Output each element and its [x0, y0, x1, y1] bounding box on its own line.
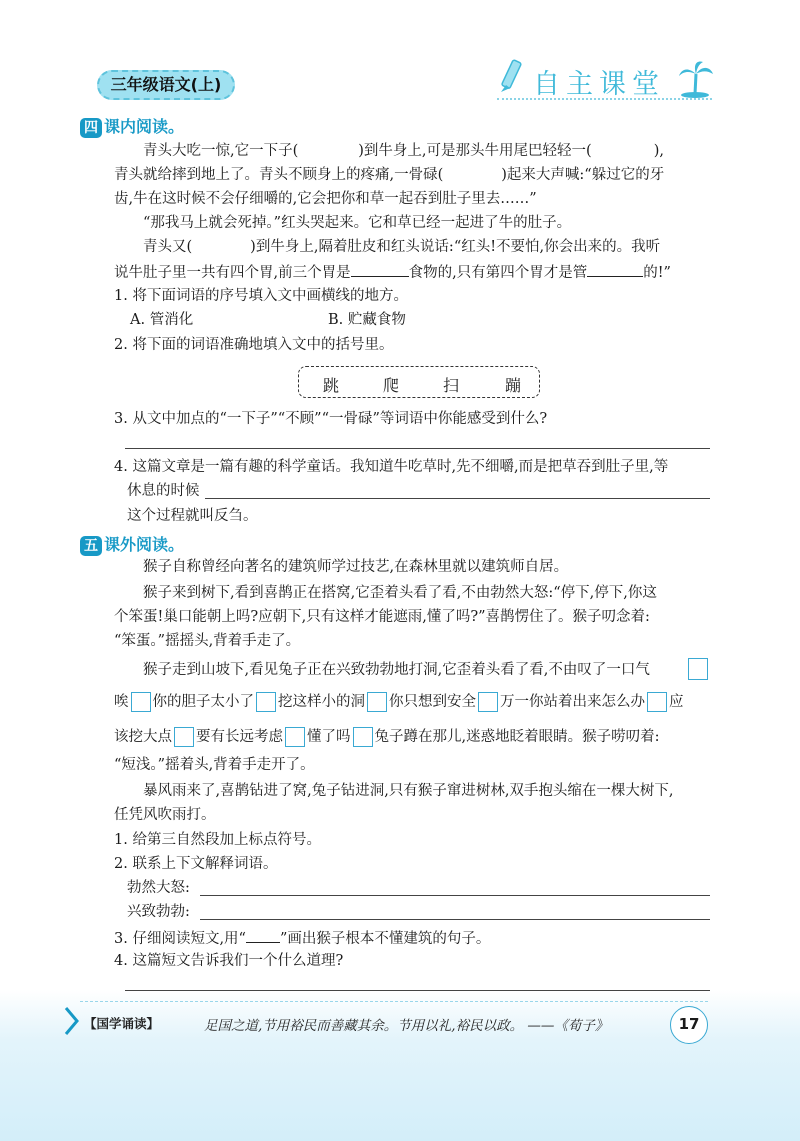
s4-p1-line2 [114, 166, 664, 184]
blank-underline-1[interactable] [351, 262, 409, 277]
s4-p1-text-c: ), [653, 143, 664, 159]
footer-quote: 足国之道,节用裕民而善藏其余。节用以礼,裕民以政。 ——《荀子》 [204, 1018, 609, 1034]
punct-box-8[interactable] [285, 727, 305, 747]
s5-p3-line1: 猴子走到山坡下,看见兔子正在兴致勃勃地打洞,它歪着头看了看,不由叹了一口气 [143, 662, 650, 678]
s4-q2: 2. 将下面的词语准确地填入文中的括号里。 [114, 337, 394, 353]
s4-p2: “那我马上就会死掉。”红头哭起来。它和草已经一起进了牛的肚子。 [143, 215, 572, 231]
s4-p3b-text-a: 说牛肚子里一共有四个胃,前三个胃是 [114, 265, 351, 281]
section5-badge: 五 [80, 536, 102, 556]
punct-box-5[interactable] [478, 692, 498, 712]
s4-p3-text-a: 青头又( [143, 239, 193, 255]
s4-q1-option-b: B. 贮藏食物 [328, 312, 406, 328]
s4-p1-line3: 齿,牛在这时候不会仔细嚼的,它会把你和草一起吞到肚子里去……” [114, 191, 537, 207]
s5-p3b-t4: 万一你站着出来怎么办 [500, 694, 645, 710]
s4-p1b-text-b: )起来大声喊:“躲过它的牙 [501, 167, 665, 183]
grade-tag: 三年级语文(上) [97, 70, 235, 100]
punct-box-7[interactable] [174, 727, 194, 747]
s4-q4-line1: 4. 这篇文章是一篇有趣的科学童话。我知道牛吃草时,先不细嚼,而是把草吞到肚子里,等 [114, 459, 669, 475]
punct-box-4[interactable] [367, 692, 387, 712]
s4-q4-answer-line[interactable] [205, 498, 710, 499]
palm-tree-icon [675, 58, 715, 98]
s5-p2-line1: 猴子来到树下,看到喜鹊正在搭窝,它歪着头看了看,不由勃然大怒:“停下,停下,你这 [143, 585, 657, 601]
s5-p3b-t0: 唉 [114, 694, 129, 710]
word-3: 扫 [443, 376, 460, 395]
word-bank-box [298, 366, 540, 398]
footer-separator [80, 1001, 708, 1002]
brand-logo [497, 58, 717, 102]
s5-q4: 4. 这篇短文告诉我们一个什么道理? [114, 953, 344, 969]
pencil-icon [497, 58, 527, 98]
page-number: 17 [670, 1006, 708, 1044]
punct-box-1[interactable] [688, 658, 708, 680]
s5-p4-line1: 暴风雨来了,喜鹊钻进了窝,兔子钻进洞,只有猴子窜进树林,双手抱头缩在一棵大树下, [143, 783, 674, 799]
s5-q3-text-a: 3. 仔细阅读短文,用“ [114, 931, 246, 947]
s4-p3-line2 [114, 262, 671, 282]
s4-p1-text-b: )到牛身上,可是那头牛用尾巴轻轻一( [358, 143, 592, 159]
s5-q4-answer-line[interactable] [125, 990, 710, 991]
s5-q3-underline-sample [246, 928, 280, 943]
s5-p3-line2 [114, 692, 684, 712]
s4-p3b-text-c: 的!” [643, 265, 671, 281]
s5-p1: 猴子自称曾经向著名的建筑师学过技艺,在森林里就以建筑师自居。 [143, 559, 569, 575]
section4-heading [80, 114, 184, 138]
s5-q2-answer-a[interactable] [200, 895, 710, 896]
s5-q2: 2. 联系上下文解释词语。 [114, 856, 278, 872]
word-4: 蹦 [505, 376, 522, 395]
s5-p3b-t5: 应 [669, 694, 684, 710]
word-1: 跳 [323, 376, 340, 395]
s4-p1-text-a: 青头大吃一惊,它一下子( [143, 143, 299, 159]
s4-q1-option-a: A. 管消化 [130, 312, 194, 328]
punct-box-6[interactable] [647, 692, 667, 712]
s5-p3-line3 [114, 727, 660, 747]
footer-tag: 【国学诵读】 [84, 1016, 160, 1031]
brand-title: 自主课堂 [533, 69, 665, 100]
punct-box-3[interactable] [256, 692, 276, 712]
s5-p3-line4: “短浅。”摇着头,背着手走开了。 [114, 757, 315, 773]
s4-p1b-text-a: 青头就给摔到地上了。青头不顾身上的疼痛,一骨碌( [114, 167, 444, 183]
s5-q3 [114, 928, 490, 948]
s5-p3b-t1: 你的胆子太小了 [152, 694, 254, 710]
blank-underline-2[interactable] [587, 262, 643, 277]
section5-heading [80, 532, 184, 556]
s5-q2-term-b: 兴致勃勃: [127, 904, 190, 920]
s5-p3b-t2: 挖这样小的洞 [278, 694, 365, 710]
s5-p4-line2: 任凭风吹雨打。 [114, 807, 216, 823]
punct-box-9[interactable] [353, 727, 373, 747]
s5-q3-text-b: ”画出猴子根本不懂建筑的句子。 [279, 931, 491, 947]
s5-p3b-t3: 你只想到安全 [389, 694, 476, 710]
s5-p2-line3: “笨蛋。”摇摇头,背着手走了。 [114, 633, 301, 649]
punct-box-2[interactable] [131, 692, 151, 712]
s4-q3-answer-line[interactable] [125, 448, 710, 449]
s5-q2-term-a: 勃然大怒: [127, 880, 190, 896]
chevron-right-icon [64, 1006, 80, 1036]
s4-p1-line1 [143, 142, 664, 160]
section4-title: 课内阅读。 [104, 117, 185, 136]
s4-q4-line2: 休息的时候 [127, 483, 200, 499]
s5-p3c-t1: 要有长远考虑 [196, 729, 283, 745]
s5-p3c-t0: 该挖大点 [114, 729, 172, 745]
s4-q1: 1. 将下面词语的序号填入文中画横线的地方。 [114, 288, 408, 304]
brand-underline [497, 98, 712, 100]
s4-p3-text-b: )到牛身上,隔着肚皮和红头说话:“红头!不要怕,你会出来的。我听 [250, 239, 661, 255]
section5-title: 课外阅读。 [104, 535, 185, 554]
s5-p3c-t3: 兔子蹲在那儿,迷惑地眨着眼睛。猴子唠叨着: [374, 729, 660, 745]
s5-q2-answer-b[interactable] [200, 919, 710, 920]
s5-p3c-t2: 懂了吗 [307, 729, 351, 745]
section4-badge: 四 [80, 118, 102, 138]
word-2: 爬 [383, 376, 400, 395]
s5-p2-line2: 个笨蛋!巢口能朝上吗?应朝下,只有这样才能遮雨,懂了吗?”喜鹊愣住了。猴子叨念着: [114, 609, 650, 625]
s4-p3-line1 [143, 238, 660, 256]
s4-q4-line3: 这个过程就叫反刍。 [127, 508, 258, 524]
s5-q1: 1. 给第三自然段加上标点符号。 [114, 832, 321, 848]
s4-q3: 3. 从文中加点的“一下子”“不顾”“一骨碌”等词语中你能感受到什么? [114, 411, 548, 427]
s4-p3b-text-b: 食物的,只有第四个胃才是管 [408, 265, 588, 281]
